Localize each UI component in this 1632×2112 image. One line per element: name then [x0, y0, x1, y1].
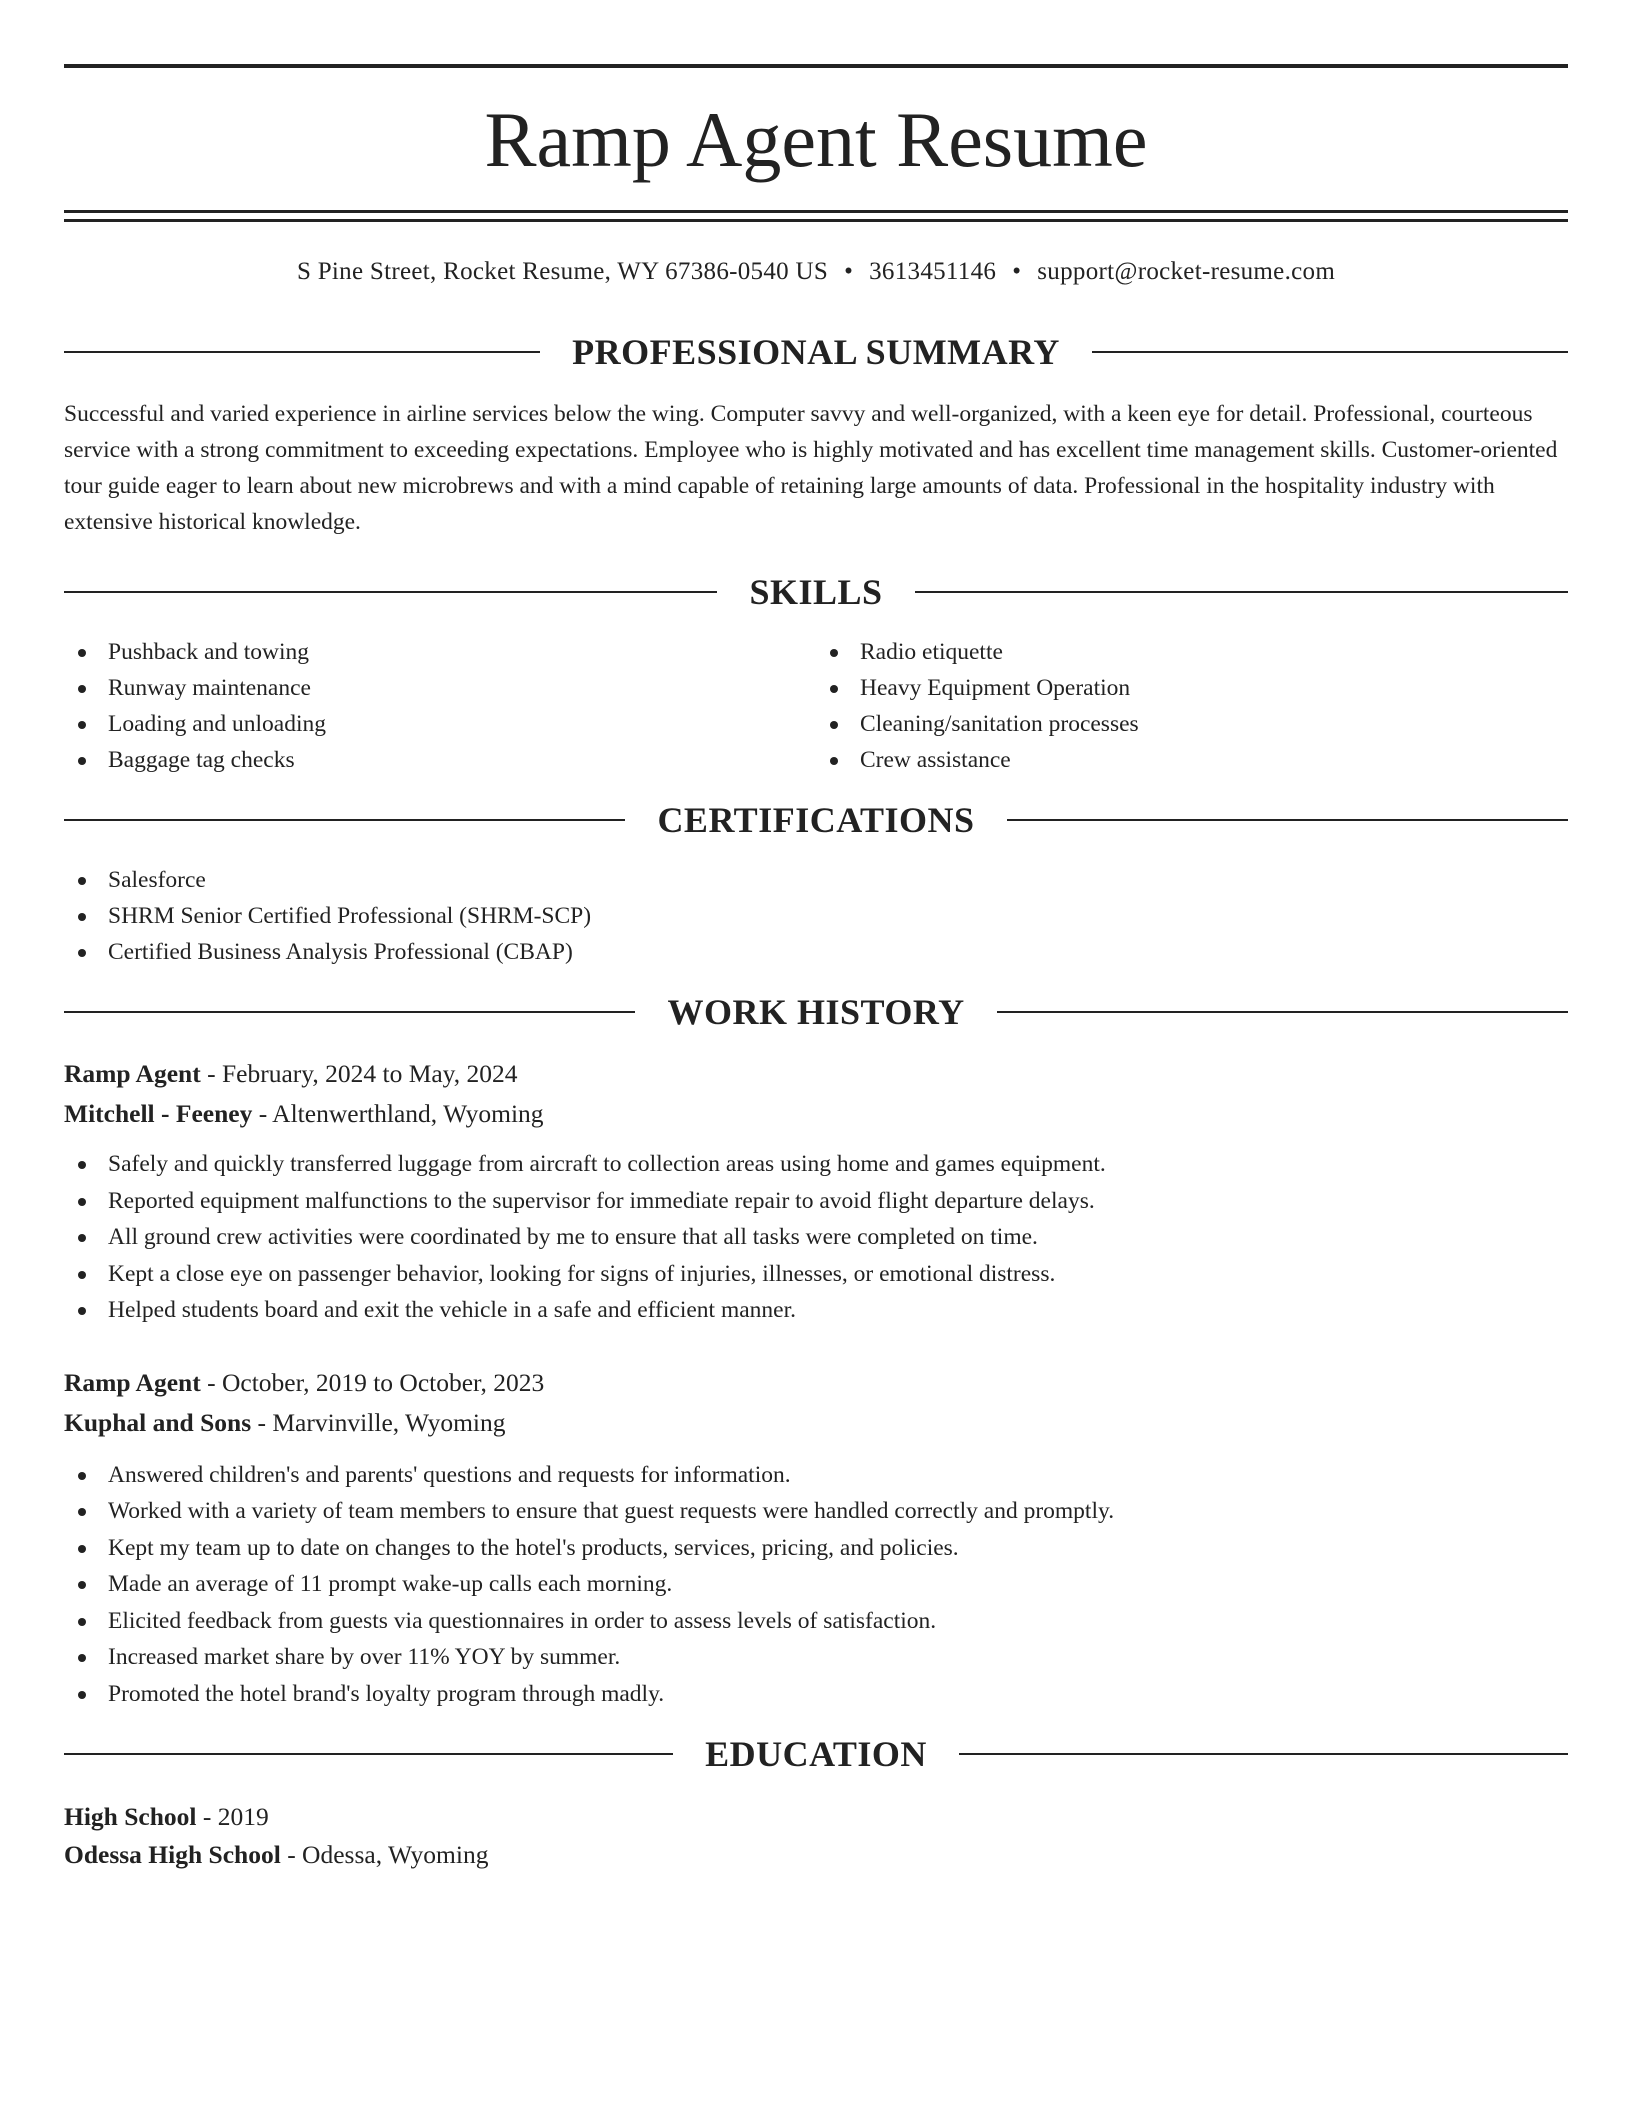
- contact-separator: •: [1012, 258, 1022, 285]
- education-year: - 2019: [196, 1802, 269, 1831]
- skill-text: Radio etiquette: [860, 639, 1003, 665]
- contact-line: [64, 258, 1568, 286]
- job-title: Ramp Agent: [64, 1059, 201, 1088]
- skill-text: Baggage tag checks: [108, 747, 295, 773]
- skill-text: Runway maintenance: [108, 675, 311, 701]
- education-degree-line: [64, 1798, 1568, 1836]
- certification-text: SHRM Senior Certified Professional (SHRM-SCP): [108, 903, 592, 929]
- certifications-list: [64, 862, 1568, 970]
- job-bullet-item: [64, 1219, 1568, 1256]
- job-location: - Marvinville, Wyoming: [251, 1407, 506, 1437]
- certifications-heading-text: CERTIFICATIONS: [657, 800, 975, 840]
- bullet-icon: [78, 1307, 86, 1315]
- job-bullet-item: [64, 1603, 1568, 1640]
- bullet-icon: [78, 1234, 86, 1242]
- job-bullet-item: [64, 1256, 1568, 1293]
- job-title-line: [64, 1054, 1568, 1094]
- job-bullet-text: All ground crew activities were coordinated by me to ensure that all tasks were completed on time.: [108, 1224, 1038, 1250]
- skill-item: [816, 670, 1568, 706]
- skill-text: Pushback and towing: [108, 639, 310, 665]
- job-bullet-item: [64, 1292, 1568, 1329]
- skills-heading: [64, 572, 1568, 612]
- summary-heading: [64, 332, 1568, 372]
- job-bullets: [64, 1146, 1568, 1329]
- certification-item: [64, 898, 1568, 934]
- education-heading-text: EDUCATION: [705, 1734, 927, 1774]
- job-title-line: [64, 1363, 1568, 1403]
- summary-text: Successful and varied experience in airline services below the wing. Computer savvy and well-organized, with a keen eye for detail. Professional, courteous service with a strong commitment to exceeding expectations. Employee who is highly motivated and has excellent time management skills. Customer-oriented tour guide eager to learn about new microbrews and with a mind capable of retaining large amounts of data. Professional in the hospitality industry with extensive historical knowledge.: [64, 401, 1558, 535]
- title-block: [64, 64, 1568, 222]
- certification-item: [64, 862, 1568, 898]
- job-bullet-item: [64, 1146, 1568, 1183]
- job-bullet-item: [64, 1566, 1568, 1603]
- work-history-heading: [64, 992, 1568, 1032]
- bullet-icon: [78, 1618, 86, 1626]
- job-bullet-text: Helped students board and exit the vehicle in a safe and efficient manner.: [108, 1297, 796, 1323]
- bullet-icon: [78, 949, 86, 957]
- bullet-icon: [830, 721, 838, 729]
- education-location: - Odessa, Wyoming: [280, 1840, 489, 1869]
- skill-item: [64, 670, 816, 706]
- bullet-icon: [78, 1472, 86, 1480]
- skills-column-right: [816, 634, 1568, 778]
- work-history-heading-text: WORK HISTORY: [667, 992, 965, 1032]
- education-degree: High School: [64, 1802, 197, 1831]
- job-entry: [64, 1054, 1568, 1329]
- skill-item: [816, 706, 1568, 742]
- skill-text: Cleaning/sanitation processes: [860, 711, 1139, 737]
- bullet-icon: [830, 757, 838, 765]
- job-bullet-item: [64, 1676, 1568, 1713]
- job-bullet-text: Made an average of 11 prompt wake-up calls each morning.: [108, 1571, 673, 1597]
- skills-column-left: [64, 634, 816, 778]
- title-double-rule: [64, 210, 1568, 222]
- bullet-icon: [78, 913, 86, 921]
- job-bullet-text: Kept my team up to date on changes to the hotel's products, services, pricing, and policies.: [108, 1534, 959, 1561]
- summary-heading-text: PROFESSIONAL SUMMARY: [572, 332, 1060, 372]
- job-bullet-text: Elicited feedback from guests via questionnaires in order to assess levels of satisfaction.: [108, 1607, 937, 1634]
- contact-separator: •: [844, 258, 854, 285]
- certification-text: Certified Business Analysis Professional (CBAP): [108, 939, 573, 965]
- bullet-icon: [78, 1271, 86, 1279]
- job-bullet-text: Increased market share by over 11% YOY by summer.: [108, 1644, 621, 1670]
- bullet-icon: [78, 1198, 86, 1206]
- skills-list: [64, 634, 1568, 778]
- contact-address: S Pine Street, Rocket Resume, WY 67386-0540 US: [296, 258, 829, 285]
- bullet-icon: [78, 1508, 86, 1516]
- bullet-icon: [78, 1654, 86, 1662]
- job-bullet-item: [64, 1457, 1568, 1494]
- job-title: Ramp Agent: [64, 1367, 201, 1397]
- bullet-icon: [78, 877, 86, 885]
- bullet-icon: [78, 1581, 86, 1589]
- job-bullet-item: [64, 1183, 1568, 1220]
- job-company: Mitchell - Feeney: [64, 1099, 253, 1128]
- education-heading: [64, 1734, 1568, 1774]
- bullet-icon: [78, 721, 86, 729]
- job-bullet-text: Answered children's and parents' questions and requests for information.: [108, 1461, 791, 1488]
- education-entry: [64, 1798, 1568, 1874]
- skill-item: [816, 742, 1568, 778]
- education-school: Odessa High School: [64, 1840, 281, 1869]
- bullet-icon: [830, 649, 838, 657]
- job-bullet-text: Worked with a variety of team members to ensure that guest requests were handled correctly and promptly.: [108, 1498, 1115, 1524]
- job-bullet-item: [64, 1530, 1568, 1567]
- bullet-icon: [78, 1545, 86, 1553]
- skill-text: Crew assistance: [860, 747, 1011, 773]
- skill-item: [64, 706, 816, 742]
- job-bullet-text: Safely and quickly transferred luggage from aircraft to collection areas using home and games equipment.: [108, 1151, 1106, 1177]
- skill-item: [64, 742, 816, 778]
- certifications-heading: [64, 800, 1568, 840]
- skill-text: Loading and unloading: [108, 711, 326, 737]
- job-entry: [64, 1363, 1568, 1713]
- job-bullet-text: Kept a close eye on passenger behavior, looking for signs of injuries, illnesses, or emotional distress.: [108, 1260, 1056, 1287]
- job-dates: - October, 2019 to October, 2023: [200, 1367, 545, 1397]
- job-bullet-text: Promoted the hotel brand's loyalty program through madly.: [108, 1680, 665, 1707]
- bullet-icon: [78, 757, 86, 765]
- certification-text: Salesforce: [108, 867, 206, 893]
- certification-item: [64, 934, 1568, 970]
- bullet-icon: [78, 1161, 86, 1169]
- contact-email: support@rocket-resume.com: [1037, 258, 1336, 285]
- job-location: - Altenwerthland, Wyoming: [252, 1099, 544, 1128]
- job-company: Kuphal and Sons: [64, 1407, 252, 1437]
- education-school-line: [64, 1836, 1568, 1874]
- job-bullet-text: Reported equipment malfunctions to the supervisor for immediate repair to avoid flight departure delays.: [108, 1187, 1095, 1214]
- job-bullets: [64, 1457, 1568, 1713]
- bullet-icon: [78, 1691, 86, 1699]
- job-bullet-item: [64, 1493, 1568, 1530]
- bullet-icon: [78, 685, 86, 693]
- skills-heading-text: SKILLS: [749, 572, 883, 612]
- contact-phone: 3613451146: [869, 258, 997, 285]
- job-dates: - February, 2024 to May, 2024: [200, 1059, 518, 1088]
- skill-item: [816, 634, 1568, 670]
- job-company-line: [64, 1094, 1568, 1134]
- skill-text: Heavy Equipment Operation: [860, 675, 1131, 701]
- job-company-line: [64, 1403, 1568, 1443]
- page-title: Ramp Agent Resume: [484, 96, 1148, 183]
- bullet-icon: [78, 649, 86, 657]
- skill-item: [64, 634, 816, 670]
- bullet-icon: [830, 685, 838, 693]
- job-bullet-item: [64, 1639, 1568, 1676]
